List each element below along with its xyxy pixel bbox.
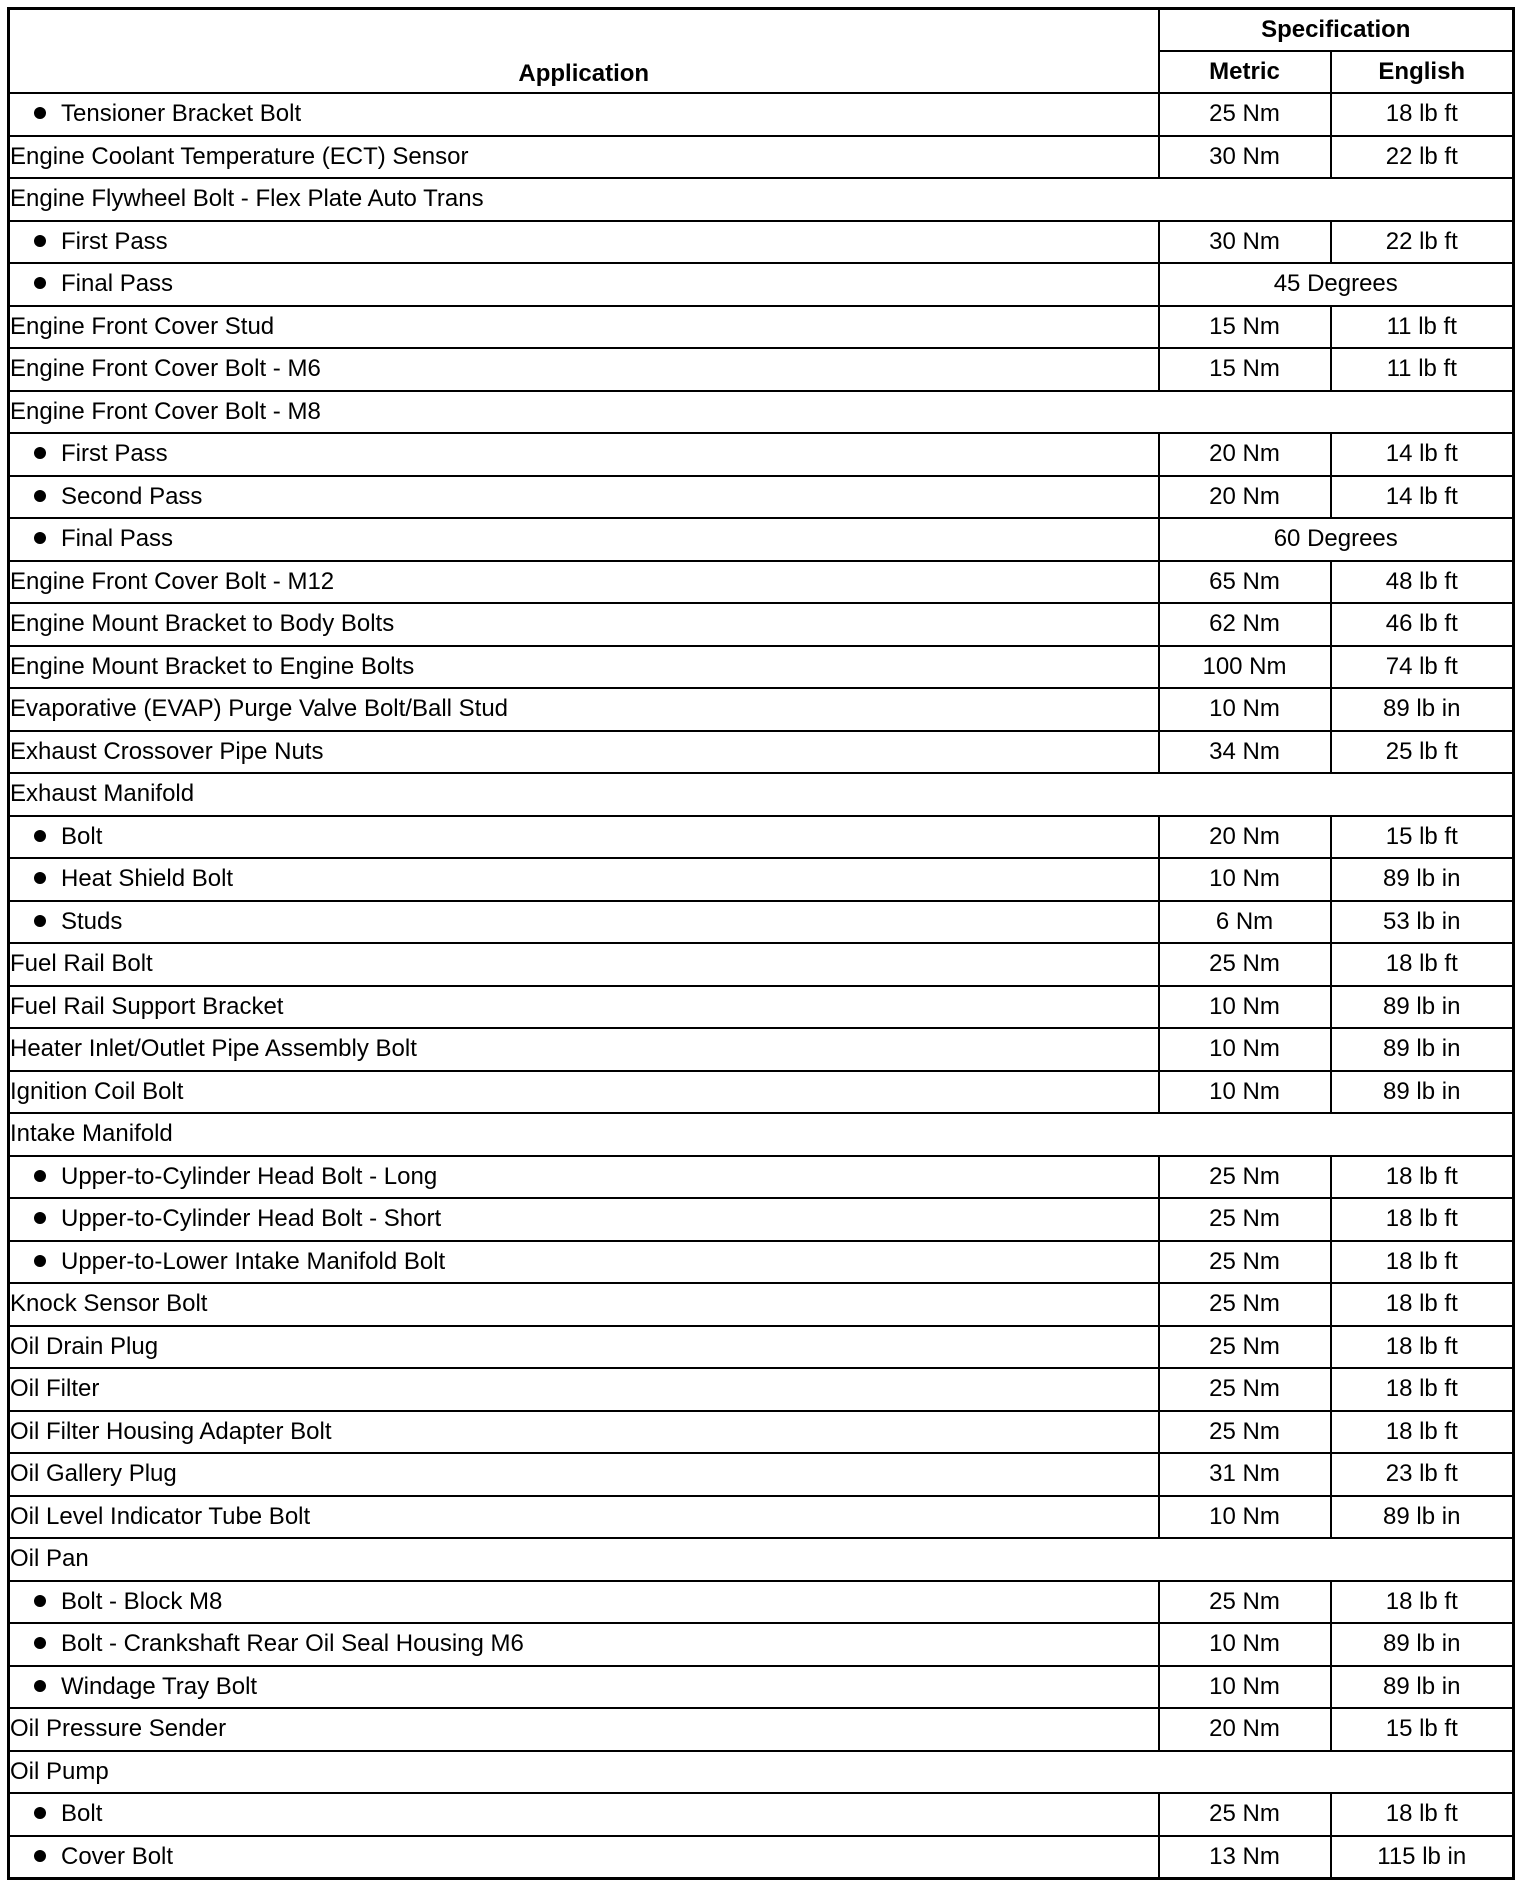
application-label: Heater Inlet/Outlet Pipe Assembly Bolt	[10, 1035, 417, 1063]
application-label: Oil Pump	[10, 1757, 109, 1785]
table-row	[9, 263, 1514, 306]
application-cell	[9, 1708, 1159, 1751]
application-label: Bolt	[61, 1800, 103, 1828]
application-label: First Pass	[61, 227, 168, 255]
english-value: 18 lb ft	[1331, 1198, 1514, 1241]
angle-spec-cell: 60 Degrees	[1159, 518, 1514, 561]
table-row	[9, 603, 1514, 646]
table-row	[9, 1071, 1514, 1114]
metric-value: 25 Nm	[1159, 1283, 1331, 1326]
application-cell	[9, 943, 1159, 986]
metric-value: 10 Nm	[1159, 1028, 1331, 1071]
bullet-icon	[34, 447, 46, 459]
metric-value: 30 Nm	[1159, 221, 1331, 264]
metric-value: 20 Nm	[1159, 1708, 1331, 1751]
application-cell	[9, 603, 1159, 646]
english-value: 18 lb ft	[1331, 1793, 1514, 1836]
application-label: Exhaust Manifold	[10, 780, 195, 808]
application-cell	[9, 263, 1159, 306]
application-cell	[9, 1198, 1159, 1241]
group-row	[9, 1538, 1514, 1581]
table-row	[9, 1198, 1514, 1241]
angle-spec-cell: 45 Degrees	[1159, 263, 1514, 306]
application-label: Upper-to-Cylinder Head Bolt - Short	[61, 1205, 442, 1233]
application-cell	[9, 1028, 1159, 1071]
application-cell	[9, 221, 1159, 264]
english-value: 18 lb ft	[1331, 1368, 1514, 1411]
application-label: Oil Filter Housing Adapter Bolt	[10, 1417, 332, 1445]
english-value: 18 lb ft	[1331, 1241, 1514, 1284]
table-row	[9, 688, 1514, 731]
bullet-icon	[34, 235, 46, 247]
application-cell	[9, 901, 1159, 944]
application-cell	[9, 1156, 1159, 1199]
metric-value: 20 Nm	[1159, 476, 1331, 519]
application-label: Final Pass	[61, 270, 174, 298]
application-cell	[9, 348, 1159, 391]
application-cell	[9, 1453, 1159, 1496]
application-cell	[9, 1623, 1159, 1666]
bullet-icon	[34, 1212, 46, 1224]
application-header: Application	[9, 9, 1159, 94]
metric-value: 65 Nm	[1159, 561, 1331, 604]
table-row	[9, 731, 1514, 774]
application-cell	[9, 646, 1159, 689]
application-label: Heat Shield Bolt	[61, 865, 234, 893]
application-label: Final Pass	[61, 525, 174, 553]
application-label: Oil Pan	[10, 1545, 89, 1573]
bullet-icon	[34, 915, 46, 927]
table-row	[9, 1156, 1514, 1199]
group-row	[9, 1113, 1514, 1156]
application-cell	[9, 1496, 1159, 1539]
table-row	[9, 518, 1514, 561]
application-label: Engine Mount Bracket to Body Bolts	[10, 610, 395, 638]
application-cell	[9, 1113, 1514, 1156]
english-value: 46 lb ft	[1331, 603, 1514, 646]
table-row	[9, 1708, 1514, 1751]
english-value: 18 lb ft	[1331, 943, 1514, 986]
application-label: Engine Front Cover Stud	[10, 312, 275, 340]
specification-header: Specification	[1159, 9, 1514, 52]
group-row	[9, 178, 1514, 221]
application-cell	[9, 1538, 1514, 1581]
english-value: 115 lb in	[1331, 1836, 1514, 1879]
application-cell	[9, 1326, 1159, 1369]
application-cell	[9, 306, 1159, 349]
table-row	[9, 221, 1514, 264]
application-label: Engine Flywheel Bolt - Flex Plate Auto Trans	[10, 185, 484, 213]
table-row	[9, 1241, 1514, 1284]
english-value: 14 lb ft	[1331, 476, 1514, 519]
english-value: 18 lb ft	[1331, 1283, 1514, 1326]
application-cell	[9, 476, 1159, 519]
bullet-icon	[34, 1850, 46, 1862]
bullet-icon	[34, 1637, 46, 1649]
metric-value: 10 Nm	[1159, 1071, 1331, 1114]
application-label: Engine Coolant Temperature (ECT) Sensor	[10, 142, 469, 170]
application-label: Bolt	[61, 822, 103, 850]
english-value: 89 lb in	[1331, 986, 1514, 1029]
application-cell	[9, 518, 1159, 561]
english-value: 15 lb ft	[1331, 816, 1514, 859]
application-cell	[9, 391, 1514, 434]
application-cell	[9, 1751, 1514, 1794]
application-cell	[9, 773, 1514, 816]
application-cell	[9, 1411, 1159, 1454]
application-label: Engine Front Cover Bolt - M8	[10, 397, 321, 425]
english-value: 18 lb ft	[1331, 1581, 1514, 1624]
english-value: 18 lb ft	[1331, 1326, 1514, 1369]
metric-value: 15 Nm	[1159, 306, 1331, 349]
application-label: Fuel Rail Support Bracket	[10, 992, 284, 1020]
application-label: Oil Drain Plug	[10, 1332, 159, 1360]
application-label: Oil Filter	[10, 1375, 100, 1403]
bullet-icon	[34, 1170, 46, 1182]
english-value: 23 lb ft	[1331, 1453, 1514, 1496]
bullet-icon	[34, 830, 46, 842]
application-label: Ignition Coil Bolt	[10, 1077, 184, 1105]
group-row	[9, 773, 1514, 816]
application-label: Oil Gallery Plug	[10, 1460, 177, 1488]
metric-value: 25 Nm	[1159, 943, 1331, 986]
table-row	[9, 136, 1514, 179]
bullet-icon	[34, 1680, 46, 1692]
torque-spec-sheet	[7, 7, 1512, 1880]
table-row	[9, 1368, 1514, 1411]
english-value: 89 lb in	[1331, 858, 1514, 901]
metric-value: 25 Nm	[1159, 93, 1331, 136]
english-value: 25 lb ft	[1331, 731, 1514, 774]
application-label: Engine Front Cover Bolt - M12	[10, 567, 335, 595]
application-label: Bolt - Block M8	[61, 1587, 223, 1615]
bullet-icon	[34, 1595, 46, 1607]
metric-value: 15 Nm	[1159, 348, 1331, 391]
metric-value: 6 Nm	[1159, 901, 1331, 944]
metric-value: 10 Nm	[1159, 1666, 1331, 1709]
metric-value: 62 Nm	[1159, 603, 1331, 646]
english-value: 22 lb ft	[1331, 136, 1514, 179]
torque-spec-table	[7, 7, 1515, 1880]
group-row	[9, 391, 1514, 434]
metric-value: 10 Nm	[1159, 858, 1331, 901]
application-label: Studs	[61, 907, 123, 935]
application-cell	[9, 1283, 1159, 1326]
application-label: Bolt - Crankshaft Rear Oil Seal Housing M6	[61, 1630, 524, 1658]
application-cell	[9, 1793, 1159, 1836]
metric-value: 10 Nm	[1159, 688, 1331, 731]
english-value: 48 lb ft	[1331, 561, 1514, 604]
english-value: 89 lb in	[1331, 1496, 1514, 1539]
english-value: 89 lb in	[1331, 688, 1514, 731]
table-row	[9, 93, 1514, 136]
table-row	[9, 646, 1514, 689]
application-label: Fuel Rail Bolt	[10, 950, 153, 978]
table-row	[9, 1581, 1514, 1624]
metric-value: 25 Nm	[1159, 1793, 1331, 1836]
application-cell	[9, 688, 1159, 731]
application-label: Oil Pressure Sender	[10, 1715, 227, 1743]
application-label: Tensioner Bracket Bolt	[61, 100, 302, 128]
metric-value: 100 Nm	[1159, 646, 1331, 689]
table-row	[9, 476, 1514, 519]
application-label: Engine Front Cover Bolt - M6	[10, 355, 321, 383]
application-cell	[9, 433, 1159, 476]
application-cell	[9, 1071, 1159, 1114]
metric-value: 25 Nm	[1159, 1326, 1331, 1369]
english-value: 18 lb ft	[1331, 1411, 1514, 1454]
english-value: 14 lb ft	[1331, 433, 1514, 476]
application-cell	[9, 1666, 1159, 1709]
application-cell	[9, 1836, 1159, 1879]
metric-value: 25 Nm	[1159, 1198, 1331, 1241]
table-row	[9, 561, 1514, 604]
bullet-icon	[34, 1807, 46, 1819]
bullet-icon	[34, 872, 46, 884]
metric-value: 20 Nm	[1159, 816, 1331, 859]
english-value: 89 lb in	[1331, 1028, 1514, 1071]
table-row	[9, 816, 1514, 859]
english-value: 89 lb in	[1331, 1623, 1514, 1666]
metric-value: 10 Nm	[1159, 1623, 1331, 1666]
metric-value: 25 Nm	[1159, 1581, 1331, 1624]
application-cell	[9, 1581, 1159, 1624]
bullet-icon	[34, 1255, 46, 1267]
metric-value: 10 Nm	[1159, 986, 1331, 1029]
table-body	[9, 93, 1514, 1879]
application-label: Exhaust Crossover Pipe Nuts	[10, 737, 324, 765]
table-row	[9, 986, 1514, 1029]
metric-value: 30 Nm	[1159, 136, 1331, 179]
english-value: 89 lb in	[1331, 1071, 1514, 1114]
application-label: Intake Manifold	[10, 1120, 173, 1148]
table-row	[9, 1453, 1514, 1496]
application-cell	[9, 136, 1159, 179]
table-row	[9, 1028, 1514, 1071]
english-value: 89 lb in	[1331, 1666, 1514, 1709]
application-label: Upper-to-Lower Intake Manifold Bolt	[61, 1247, 446, 1275]
application-label: First Pass	[61, 440, 168, 468]
application-label: Windage Tray Bolt	[61, 1672, 258, 1700]
table-row	[9, 1623, 1514, 1666]
metric-value: 20 Nm	[1159, 433, 1331, 476]
application-cell	[9, 178, 1514, 221]
bullet-icon	[34, 490, 46, 502]
application-label: Engine Mount Bracket to Engine Bolts	[10, 652, 415, 680]
english-value: 74 lb ft	[1331, 646, 1514, 689]
application-cell	[9, 1241, 1159, 1284]
application-cell	[9, 1368, 1159, 1411]
application-label: Evaporative (EVAP) Purge Valve Bolt/Ball Stud	[10, 695, 509, 723]
table-row	[9, 348, 1514, 391]
english-value: 53 lb in	[1331, 901, 1514, 944]
english-header: English	[1331, 51, 1514, 93]
table-row	[9, 1793, 1514, 1836]
application-label: Knock Sensor Bolt	[10, 1290, 208, 1318]
metric-value: 25 Nm	[1159, 1411, 1331, 1454]
table-row	[9, 1496, 1514, 1539]
application-cell	[9, 561, 1159, 604]
metric-value: 10 Nm	[1159, 1496, 1331, 1539]
application-cell	[9, 93, 1159, 136]
metric-value: 25 Nm	[1159, 1241, 1331, 1284]
table-row	[9, 1283, 1514, 1326]
metric-value: 25 Nm	[1159, 1368, 1331, 1411]
table-row	[9, 433, 1514, 476]
application-label: Oil Level Indicator Tube Bolt	[10, 1502, 311, 1530]
english-value: 11 lb ft	[1331, 348, 1514, 391]
application-cell	[9, 816, 1159, 859]
english-value: 22 lb ft	[1331, 221, 1514, 264]
metric-header: Metric	[1159, 51, 1331, 93]
application-cell	[9, 731, 1159, 774]
table-row	[9, 901, 1514, 944]
table-row	[9, 943, 1514, 986]
application-cell	[9, 986, 1159, 1029]
table-header	[9, 9, 1514, 94]
table-row	[9, 858, 1514, 901]
application-cell	[9, 858, 1159, 901]
table-row	[9, 1836, 1514, 1879]
bullet-icon	[34, 107, 46, 119]
english-value: 18 lb ft	[1331, 93, 1514, 136]
metric-value: 13 Nm	[1159, 1836, 1331, 1879]
table-row	[9, 1666, 1514, 1709]
application-label: Second Pass	[61, 482, 203, 510]
metric-value: 25 Nm	[1159, 1156, 1331, 1199]
bullet-icon	[34, 532, 46, 544]
metric-value: 34 Nm	[1159, 731, 1331, 774]
application-label: Upper-to-Cylinder Head Bolt - Long	[61, 1162, 438, 1190]
english-value: 18 lb ft	[1331, 1156, 1514, 1199]
table-row	[9, 306, 1514, 349]
english-value: 11 lb ft	[1331, 306, 1514, 349]
application-label: Cover Bolt	[61, 1842, 174, 1870]
metric-value: 31 Nm	[1159, 1453, 1331, 1496]
english-value: 15 lb ft	[1331, 1708, 1514, 1751]
group-row	[9, 1751, 1514, 1794]
table-row	[9, 1326, 1514, 1369]
table-row	[9, 1411, 1514, 1454]
bullet-icon	[34, 277, 46, 289]
